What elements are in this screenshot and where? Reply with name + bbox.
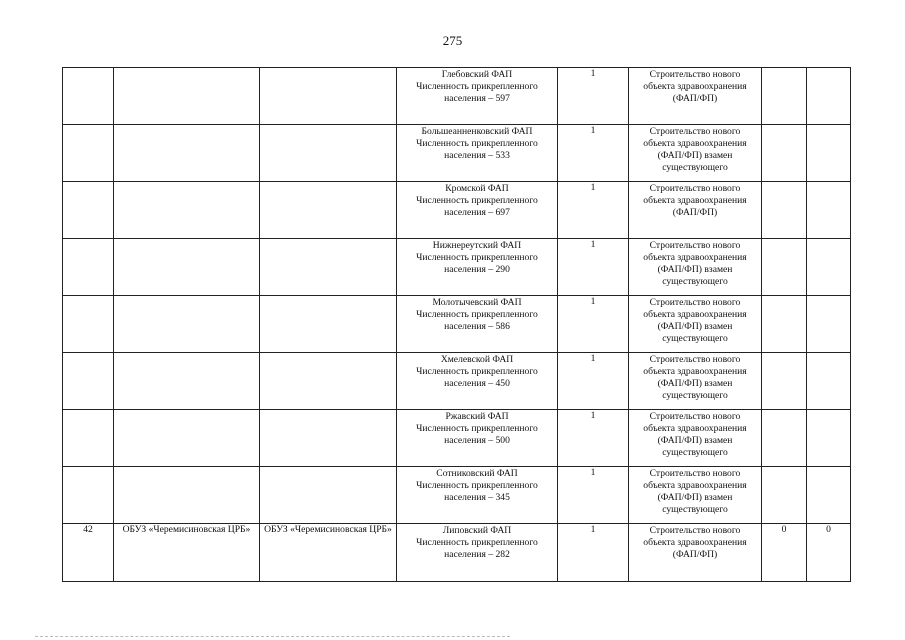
organization-cell (114, 353, 260, 410)
facility-cell (397, 182, 558, 239)
facility-cell-line: Численность прикрепленного (416, 138, 538, 149)
row-number-cell: 42 (63, 524, 114, 582)
quantity-cell: 1 (558, 410, 629, 467)
action-cell-line: (ФАП/ФП) взамен (657, 492, 733, 503)
facility-cell-line: Глебовский ФАП (441, 69, 513, 80)
value-cell-2 (807, 296, 851, 353)
institution-cell (260, 68, 397, 125)
action-cell-line: объекта здравоохранения (643, 309, 747, 320)
table-row (63, 182, 851, 239)
table-row (63, 524, 851, 582)
facility-cell (397, 524, 558, 582)
row-number-cell (63, 125, 114, 182)
page-bottom-line (35, 636, 510, 638)
action-cell-line: существующего (662, 276, 728, 287)
page-number: 275 (442, 33, 463, 48)
action-cell-line: Строительство нового (649, 468, 741, 479)
table-row (63, 410, 851, 467)
facility-cell-line: населения – 290 (444, 264, 510, 275)
row-number-cell (63, 296, 114, 353)
facility-cell-line: населения – 500 (444, 435, 510, 446)
facility-cell-line: Хмелевской ФАП (440, 354, 514, 365)
action-cell-line: (ФАП/ФП) взамен (657, 264, 733, 275)
institution-cell: ОБУЗ «Черемисиновская ЦРБ» (260, 524, 397, 582)
quantity-cell: 1 (558, 467, 629, 524)
quantity-cell: 1 (558, 353, 629, 410)
action-cell-line: существующего (662, 390, 728, 401)
facilities-table (62, 67, 851, 582)
row-number-cell (63, 467, 114, 524)
value-cell-1 (762, 353, 807, 410)
action-cell-line: объекта здравоохранения (643, 81, 747, 92)
organization-cell (114, 125, 260, 182)
value-cell-1 (762, 239, 807, 296)
facility-cell (397, 239, 558, 296)
action-cell-line: (ФАП/ФП) взамен (657, 150, 733, 161)
value-cell-2 (807, 68, 851, 125)
institution-cell (260, 239, 397, 296)
action-cell-line: объекта здравоохранения (643, 138, 747, 149)
facility-cell-line: Численность прикрепленного (416, 309, 538, 320)
facility-cell-line: Численность прикрепленного (416, 537, 538, 548)
institution-cell (260, 182, 397, 239)
facility-cell-line: Ржавский ФАП (445, 411, 509, 422)
action-cell-line: Строительство нового (649, 525, 741, 536)
action-cell-line: Строительство нового (649, 411, 741, 422)
action-cell (629, 410, 762, 467)
action-cell-line: (ФАП/ФП) (672, 549, 718, 560)
facility-cell (397, 353, 558, 410)
facility-cell (397, 410, 558, 467)
quantity-cell: 1 (558, 125, 629, 182)
quantity-cell: 1 (558, 524, 629, 582)
action-cell-line: существующего (662, 447, 728, 458)
facility-cell-line: Численность прикрепленного (416, 81, 538, 92)
action-cell (629, 353, 762, 410)
facility-cell (397, 125, 558, 182)
organization-cell (114, 296, 260, 353)
action-cell (629, 125, 762, 182)
action-cell (629, 239, 762, 296)
facility-cell-line: населения – 450 (444, 378, 510, 389)
row-number-cell (63, 68, 114, 125)
value-cell-1 (762, 296, 807, 353)
organization-cell (114, 68, 260, 125)
institution-cell (260, 467, 397, 524)
action-cell-line: (ФАП/ФП) взамен (657, 378, 733, 389)
facility-cell-line: населения – 697 (444, 207, 510, 218)
facility-cell-line: Большеанненковский ФАП (421, 126, 533, 137)
action-cell-line: существующего (662, 504, 728, 515)
action-cell-line: Строительство нового (649, 240, 741, 251)
action-cell-line: Строительство нового (649, 183, 741, 194)
action-cell-line: (ФАП/ФП) (672, 93, 718, 104)
facility-cell-line: населения – 586 (444, 321, 510, 332)
row-number-cell (63, 410, 114, 467)
action-cell-line: объекта здравоохранения (643, 537, 747, 548)
facility-cell-line: Липовский ФАП (442, 525, 512, 536)
value-cell-1 (762, 467, 807, 524)
facility-cell-line: Численность прикрепленного (416, 252, 538, 263)
organization-cell (114, 182, 260, 239)
value-cell-2: 0 (807, 524, 851, 582)
action-cell-line: Строительство нового (649, 126, 741, 137)
action-cell-line: (ФАП/ФП) взамен (657, 435, 733, 446)
action-cell-line: существующего (662, 333, 728, 344)
facility-cell-line: Сотниковский ФАП (436, 468, 518, 479)
action-cell-line: объекта здравоохранения (643, 480, 747, 491)
row-number-cell (63, 182, 114, 239)
table-row (63, 239, 851, 296)
action-cell-line: объекта здравоохранения (643, 423, 747, 434)
facility-cell-line: Молотычевский ФАП (432, 297, 522, 308)
value-cell-2 (807, 353, 851, 410)
table-row (63, 296, 851, 353)
value-cell-2 (807, 410, 851, 467)
action-cell-line: (ФАП/ФП) (672, 207, 718, 218)
facility-cell-line: населения – 597 (444, 93, 510, 104)
value-cell-1: 0 (762, 524, 807, 582)
organization-cell (114, 467, 260, 524)
organization-cell (114, 239, 260, 296)
action-cell (629, 296, 762, 353)
quantity-cell: 1 (558, 182, 629, 239)
action-cell-line: Строительство нового (649, 354, 741, 365)
facility-cell (397, 467, 558, 524)
action-cell (629, 182, 762, 239)
value-cell-2 (807, 125, 851, 182)
action-cell (629, 68, 762, 125)
action-cell-line: объекта здравоохранения (643, 366, 747, 377)
quantity-cell: 1 (558, 68, 629, 125)
facility-cell-line: Кромской ФАП (445, 183, 509, 194)
organization-cell: ОБУЗ «Черемисиновская ЦРБ» (114, 524, 260, 582)
facility-cell (397, 68, 558, 125)
institution-cell (260, 410, 397, 467)
facility-cell-line: Численность прикрепленного (416, 195, 538, 206)
table-row (63, 467, 851, 524)
institution-cell (260, 353, 397, 410)
action-cell (629, 524, 762, 582)
value-cell-1 (762, 182, 807, 239)
action-cell (629, 467, 762, 524)
facility-cell-line: населения – 345 (444, 492, 510, 503)
value-cell-2 (807, 239, 851, 296)
facility-cell-line: населения – 282 (444, 549, 510, 560)
row-number-cell (63, 239, 114, 296)
table-row (63, 68, 851, 125)
table-row (63, 353, 851, 410)
quantity-cell: 1 (558, 239, 629, 296)
row-number-cell (63, 353, 114, 410)
quantity-cell: 1 (558, 296, 629, 353)
value-cell-2 (807, 467, 851, 524)
table-body (63, 68, 851, 582)
action-cell-line: объекта здравоохранения (643, 195, 747, 206)
value-cell-1 (762, 410, 807, 467)
value-cell-1 (762, 125, 807, 182)
action-cell-line: Строительство нового (649, 297, 741, 308)
institution-cell (260, 125, 397, 182)
organization-cell (114, 410, 260, 467)
table-row (63, 125, 851, 182)
action-cell-line: объекта здравоохранения (643, 252, 747, 263)
value-cell-2 (807, 182, 851, 239)
value-cell-1 (762, 68, 807, 125)
institution-cell (260, 296, 397, 353)
facility-cell-line: населения – 533 (444, 150, 510, 161)
action-cell-line: существующего (662, 162, 728, 173)
facility-cell-line: Численность прикрепленного (416, 480, 538, 491)
facility-cell-line: Численность прикрепленного (416, 423, 538, 434)
action-cell-line: (ФАП/ФП) взамен (657, 321, 733, 332)
facility-cell-line: Нижнереутский ФАП (432, 240, 522, 251)
action-cell-line: Строительство нового (649, 69, 741, 80)
facility-cell-line: Численность прикрепленного (416, 366, 538, 377)
facility-cell (397, 296, 558, 353)
